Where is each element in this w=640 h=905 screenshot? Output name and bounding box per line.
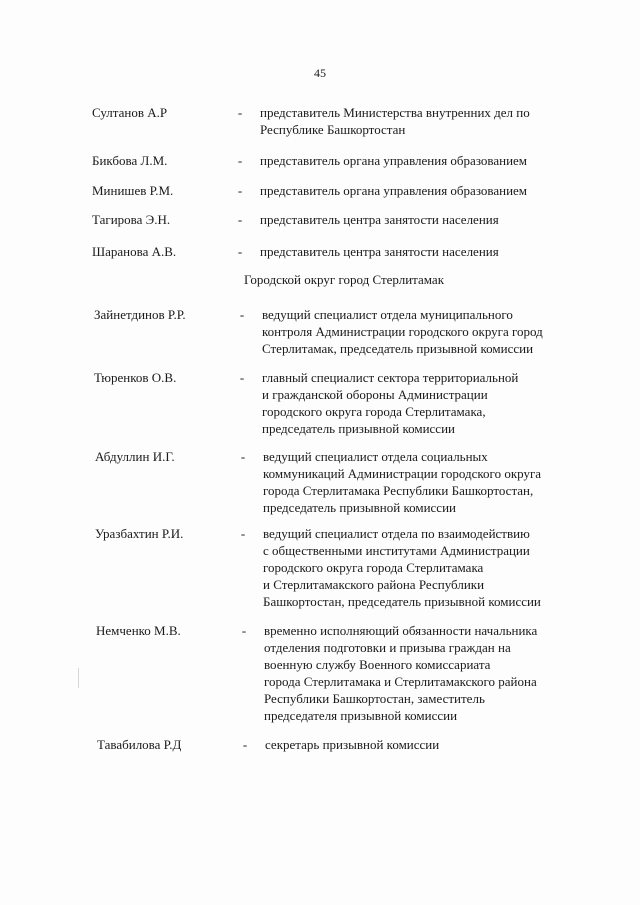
dash-separator: -: [237, 153, 243, 168]
dash-separator: -: [239, 370, 245, 385]
dash-separator: -: [239, 307, 245, 322]
role-line: Башкортостан, председатель призывной комиссии: [263, 594, 541, 609]
role-line: Стерлитамак, председатель призывной комиссии: [262, 341, 534, 356]
role-line: председатель призывной комиссии: [262, 421, 455, 436]
role-line: и гражданской обороны Администрации: [262, 387, 488, 402]
dash-separator: -: [237, 183, 243, 198]
person-name: Тавабилова Р.Д: [97, 737, 182, 752]
person-name: Шаранова А.В.: [92, 244, 177, 259]
role-line: Республики Башкортостан, заместитель: [264, 691, 485, 706]
dash-separator: -: [241, 623, 247, 638]
section-heading: Городской округ город Стерлитамак: [243, 272, 445, 287]
dash-separator: -: [240, 526, 246, 541]
person-name: Тюренков О.В.: [94, 370, 177, 385]
person-name: Тагирова Э.Н.: [92, 212, 171, 227]
role-line: коммуникаций Администрации городского округа: [263, 466, 542, 481]
person-role: [263, 448, 603, 516]
person-name: Зайнетдинов Р.Р.: [94, 307, 186, 322]
person-role: [265, 736, 605, 753]
role-line: военную службу Военного комиссариата: [264, 657, 491, 672]
role-line: городского округа города Стерлитамака: [263, 560, 484, 575]
role-line: секретарь призывной комиссии: [265, 737, 440, 752]
dash-separator: -: [237, 212, 243, 227]
role-line: ведущий специалист отдела социальных: [263, 449, 488, 464]
role-line: главный специалист сектора территориальной: [262, 370, 519, 385]
person-role: [263, 525, 603, 610]
role-line: отделения подготовки и призыва граждан на: [264, 640, 511, 655]
role-line: с общественными институтами Администрации: [263, 543, 530, 558]
page-number: 45: [314, 66, 326, 80]
role-line: ведущий специалист отдела муниципального: [262, 307, 513, 322]
role-line: председатель призывной комиссии: [263, 500, 456, 515]
dash-separator: -: [240, 449, 246, 464]
person-name: Уразбахтин Р.И.: [95, 526, 184, 541]
person-role: [262, 369, 602, 437]
role-line: ведущий специалист отдела по взаимодействию: [263, 526, 530, 541]
person-name: Минишев Р.М.: [92, 183, 174, 198]
dash-separator: -: [237, 105, 243, 120]
role-line: Республике Башкортостан: [260, 122, 406, 137]
scan-margin-mark: [78, 668, 79, 688]
role-line: города Стерлитамака и Стерлитамакского района: [264, 674, 537, 689]
person-role: [262, 306, 602, 357]
person-role: [260, 182, 600, 199]
role-line: контроля Администрации городского округа город: [262, 324, 543, 339]
role-line: представитель центра занятости населения: [260, 212, 499, 227]
person-role: [260, 243, 600, 260]
person-role: [264, 622, 604, 724]
role-line: представитель центра занятости населения: [260, 244, 499, 259]
dash-separator: -: [242, 737, 248, 752]
person-name: Бикбова Л.М.: [92, 153, 168, 168]
dash-separator: -: [237, 244, 243, 259]
role-line: города Стерлитамака Республики Башкортостан,: [263, 483, 534, 498]
role-line: представитель Министерства внутренних дел по: [260, 105, 530, 120]
person-role: [260, 104, 600, 138]
role-line: председателя призывной комиссии: [264, 708, 458, 723]
role-line: представитель органа управления образованием: [260, 183, 528, 198]
role-line: представитель органа управления образованием: [260, 153, 528, 168]
person-name: Султанов А.Р: [92, 105, 168, 120]
person-name: Абдуллин И.Г.: [95, 449, 175, 464]
role-line: временно исполняющий обязанности начальника: [264, 623, 538, 638]
person-role: [260, 211, 600, 228]
person-role: [260, 152, 600, 169]
role-line: и Стерлитамакского района Республики: [263, 577, 485, 592]
role-line: городского округа города Стерлитамака,: [262, 404, 486, 419]
person-name: Немченко М.В.: [96, 623, 181, 638]
